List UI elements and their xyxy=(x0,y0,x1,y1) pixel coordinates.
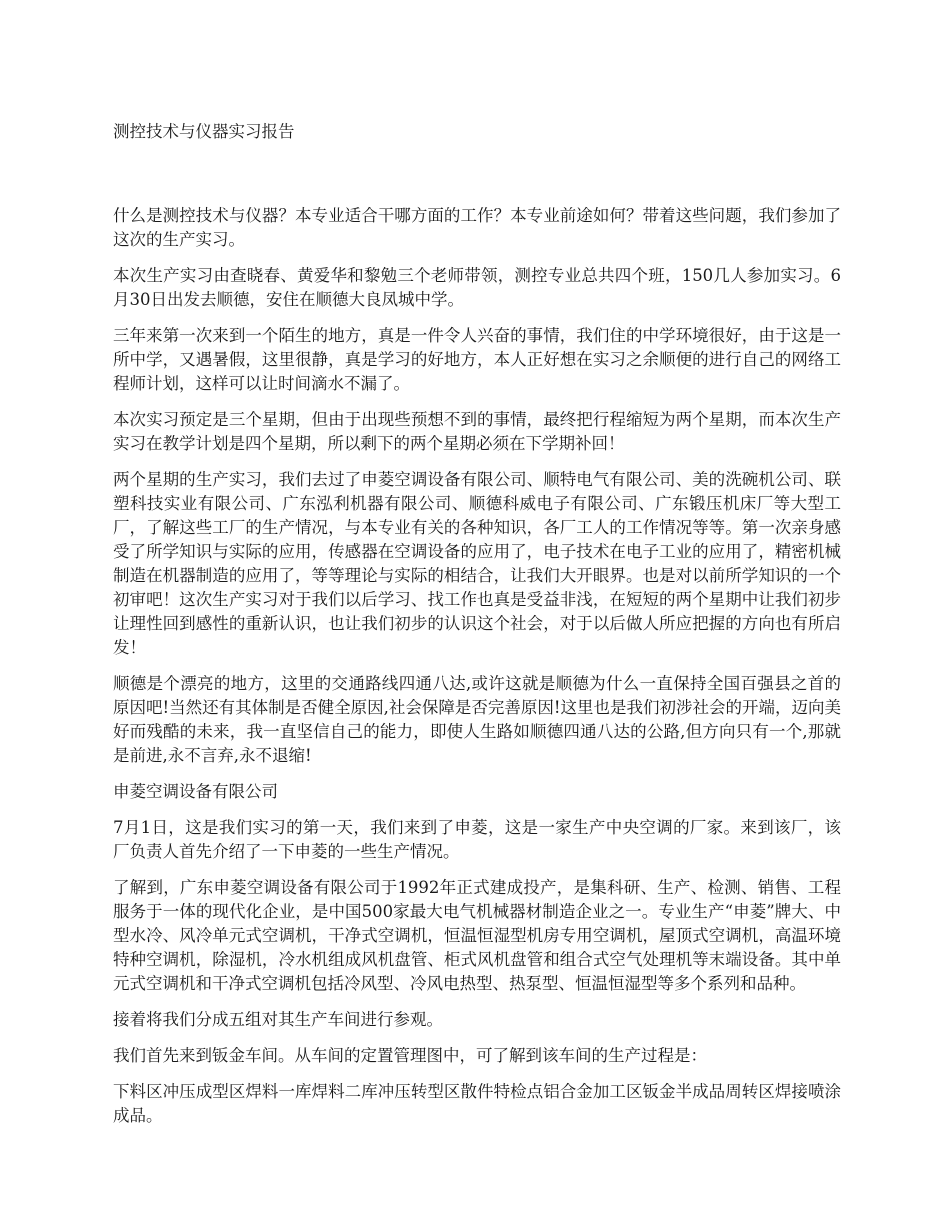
document-title: 测控技术与仪器实习报告 xyxy=(113,122,295,141)
section-heading-shenling: 申菱空调设备有限公司 xyxy=(113,782,278,801)
document-page xyxy=(113,120,841,1140)
paragraph-process-flow: 下料区冲压成型区焊料一库焊料二库冲压转型区散件特检点铝合金加工区钣金半成品周转区焊接喷涂成品。 xyxy=(113,1082,841,1125)
paragraph-sheet-metal: 我们首先来到钣金车间。从车间的定置管理图中，可了解到该车间的生产过程是： xyxy=(113,1046,707,1065)
paragraph-company-intro: 了解到，广东申菱空调设备有限公司于1992年正式建成投产，是集科研、生产、检测、销售、工程服务于一体的现代化企业，是中国500家最大电气机械器材制造企业之一。专业生产“申菱”牌大、中型水冷、风冷单元式空调机，干净式空调机，恒温恒湿型机房专用空调机，屋顶式空调机，高温环境特种空调机，除湿机，冷水机组成风机盘管、柜式风机盘管和组合式空气处理机等末端设备。其中单元式空调机和干净式空调机包括冷风型、冷风电热型、热泵型、恒温恒湿型等多个系列和品种。 xyxy=(113,878,841,993)
paragraph-companies: 两个星期的生产实习，我们去过了申菱空调设备有限公司、顺特电气有限公司、美的洗碗机公司、联塑科技实业有限公司、广东泓利机器有限公司、顺德科威电子有限公司、广东锻压机床厂等大型工厂，了解这些工厂的生产情况，与本专业有关的各种知识，各厂工人的工作情况等等。第一次亲身感受了所学知识与实际的应用，传感器在空调设备的应用了，电子技术在电子工业的应用了，精密机械制造在机器制造的应用了，等等理论与实际的相结合，让我们大开眼界。也是对以前所学知识的一个初审吧！这次生产实习对于我们以后学习、找工作也真是受益非浅，在短短的两个星期中让我们初步让理性回到感性的重新认识，也让我们初步的认识这个社会，对于以后做人所应把握的方向也有所启发！ xyxy=(113,470,841,657)
paragraph-first-impression: 三年来第一次来到一个陌生的地方，真是一件令人兴奋的事情，我们住的中学环境很好，由于这是一所中学，又遇暑假，这里很静，真是学习的好地方，本人正好想在实习之余顺便的进行自己的网络工程师计划，这样可以让时间滴水不漏了。 xyxy=(113,326,841,393)
paragraph-first-day: 7月1日，这是我们实习的第一天，我们来到了申菱，这是一家生产中央空调的厂家。来到该厂，该厂负责人首先介绍了一下申菱的一些生产情况。 xyxy=(113,818,841,861)
paragraph-teachers: 本次生产实习由查晓春、黄爱华和黎勉三个老师带领，测控专业总共四个班，150几人参加实习。6月30日出发去顺德，安住在顺德大良凤城中学。 xyxy=(113,266,841,309)
paragraph-schedule: 本次实习预定是三个星期，但由于出现些预想不到的事情，最终把行程缩短为两个星期，而本次生产实习在教学计划是四个星期，所以剩下的两个星期必须在下学期补回！ xyxy=(113,410,841,453)
paragraph-intro: 什么是测控技术与仪器？本专业适合干哪方面的工作？本专业前途如何？带着这些问题，我们参加了这次的生产实习。 xyxy=(113,206,841,249)
paragraph-shunde: 顺德是个漂亮的地方，这里的交通路线四通八达,或许这就是顺德为什么一直保持全国百强县之首的原因吧!当然还有其体制是否健全原因,社会保障是否完善原因!这里也是我们初涉社会的开端，迈向美好而残酷的未来，我一直坚信自己的能力，即使人生路如顺德四通八达的公路,但方向只有一个,那就是前进,永不言弃,永不退缩! xyxy=(113,674,842,765)
paragraph-groups: 接着将我们分成五组对其生产车间进行参观。 xyxy=(113,1010,443,1029)
